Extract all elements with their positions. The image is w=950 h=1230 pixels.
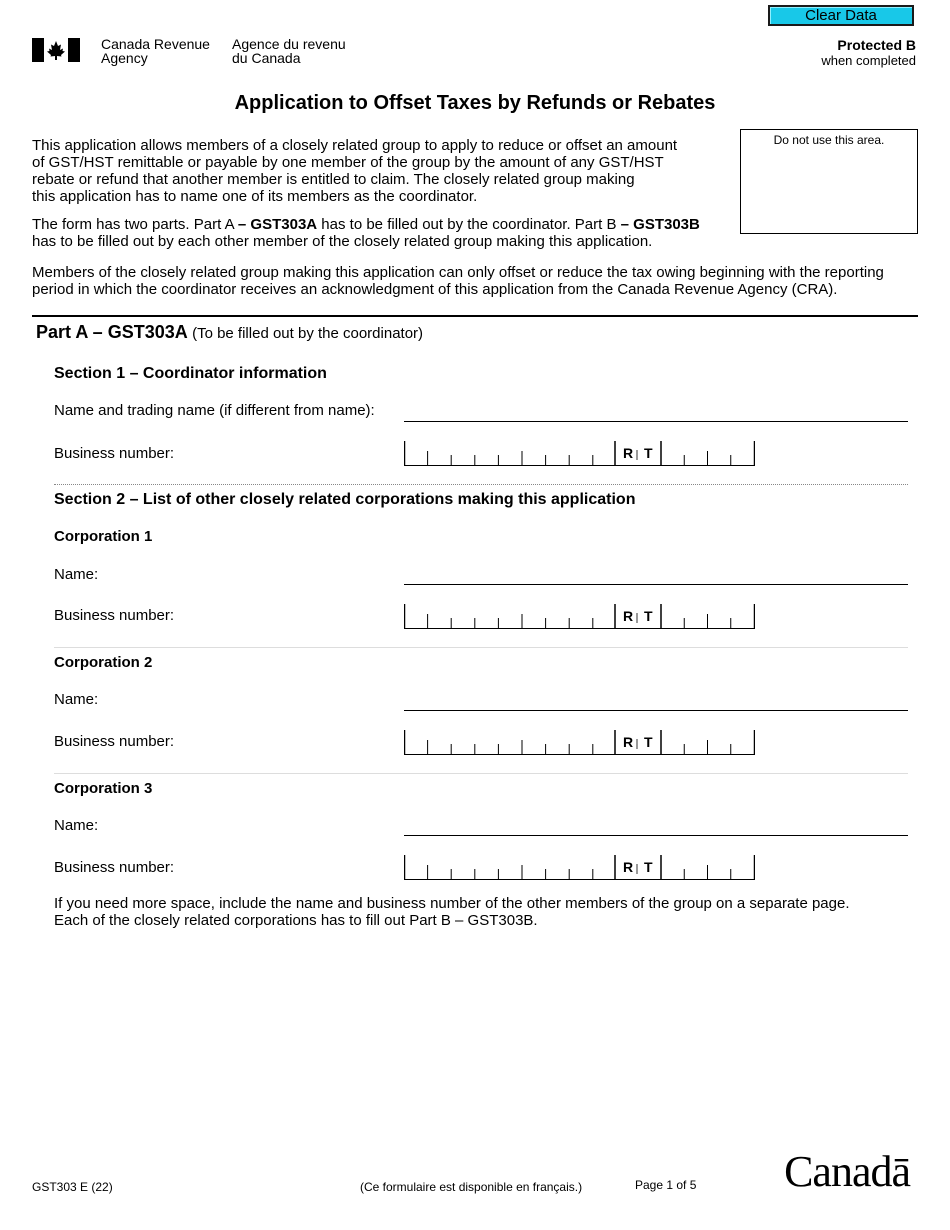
intro-text: The form has two parts. Part A xyxy=(32,216,238,233)
corporation-1-business-number-field[interactable] xyxy=(404,604,755,629)
bn-letter-t: T xyxy=(644,445,653,461)
agency-en-line1: Canada Revenue xyxy=(101,36,210,52)
bn-letter-t: T xyxy=(644,734,653,750)
corporation-1-name-label: Name: xyxy=(54,566,99,583)
corporation-2-bn-label: Business number: xyxy=(54,733,175,750)
form-title: Application to Offset Taxes by Refunds or Rebates xyxy=(234,92,716,114)
coordinator-bn-label: Business number: xyxy=(54,445,175,462)
corporation-3-name-label: Name: xyxy=(54,817,99,834)
closing-paragraph xyxy=(54,895,850,929)
clear-data-button[interactable]: Clear Data xyxy=(768,5,914,26)
protected-notice xyxy=(821,37,916,68)
gst303a-ref: – GST303A xyxy=(237,216,318,233)
closing-line: If you need more space, include the name and business number of the other members of the group on a separate page. xyxy=(54,895,850,912)
bn-letter-r: R xyxy=(623,445,634,461)
intro-line: This application allows members of a closely related group to apply to reduce or offset an amount xyxy=(32,137,678,154)
french-availability-note: (Ce formulaire est disponible en français.) xyxy=(360,1180,583,1194)
divider xyxy=(54,484,908,485)
part-a-note: (To be filled out by the coordinator) xyxy=(192,325,424,342)
canada-wordmark: Canadā xyxy=(784,1147,910,1196)
corporation-2-business-number-field[interactable] xyxy=(404,730,755,755)
corporation-2-name-label: Name: xyxy=(54,691,99,708)
canada-flag-icon xyxy=(32,38,80,62)
part-a-heading xyxy=(36,322,423,343)
intro-line: of GST/HST remittable or payable by one member of the group by the amount of any GST/HST xyxy=(32,154,664,171)
agency-en-line2: Agency xyxy=(101,50,148,66)
form-id: GST303 E (22) xyxy=(32,1180,113,1194)
corporation-3-business-number-field[interactable] xyxy=(404,855,755,880)
agency-fr-line1: Agence du revenu xyxy=(232,36,346,52)
intro-paragraph-3 xyxy=(32,264,884,298)
bn-letter-t: T xyxy=(644,608,653,624)
part-a-title: Part A – GST303A xyxy=(36,322,188,342)
intro-line: period in which the coordinator receives an acknowledgment of this application from the Canada Revenue Agency (CRA). xyxy=(32,281,838,298)
intro-line: rebate or refund that another member is entitled to claim. The closely related group making xyxy=(32,171,635,188)
agency-name-fr xyxy=(232,37,346,65)
corporation-1-title: Corporation 1 xyxy=(54,528,153,545)
intro-paragraph-1 xyxy=(32,137,677,205)
coordinator-business-number-field[interactable] xyxy=(404,441,755,466)
intro-text: has to be filled out by the coordinator. Part B xyxy=(317,216,621,233)
gst303b-ref: – GST303B xyxy=(620,216,700,233)
do-not-use-area: Do not use this area. xyxy=(740,129,918,234)
intro-paragraph-2 xyxy=(32,216,700,250)
corporation-1-name-field[interactable] xyxy=(404,584,908,585)
divider xyxy=(54,773,908,774)
corporation-3-name-field[interactable] xyxy=(404,835,908,836)
agency-fr-line2: du Canada xyxy=(232,50,301,66)
bn-letter-r: R xyxy=(623,608,634,624)
corporation-2-name-field[interactable] xyxy=(404,710,908,711)
corporation-1-bn-label: Business number: xyxy=(54,607,175,624)
corporation-3-bn-label: Business number: xyxy=(54,859,175,876)
section-1-title: Section 1 – Coordinator information xyxy=(54,365,327,382)
coordinator-name-field[interactable] xyxy=(404,421,908,422)
agency-name-en xyxy=(101,37,210,65)
section-2-title: Section 2 – List of other closely related corporations making this application xyxy=(54,491,636,508)
corporation-2-title: Corporation 2 xyxy=(54,654,153,671)
bn-letter-r: R xyxy=(623,734,634,750)
bn-letter-t: T xyxy=(644,859,653,875)
when-completed-label: when completed xyxy=(821,53,916,68)
divider xyxy=(54,647,908,648)
bn-letter-r: R xyxy=(623,859,634,875)
intro-line: this application has to name one of its members as the coordinator. xyxy=(32,188,478,205)
corporation-3-title: Corporation 3 xyxy=(54,780,153,797)
coordinator-name-label: Name and trading name (if different from name): xyxy=(54,402,375,419)
intro-line: has to be filled out by each other member of the closely related group making this application. xyxy=(32,233,653,250)
page-number: Page 1 of 5 xyxy=(635,1178,697,1192)
intro-line: Members of the closely related group making this application can only offset or reduce the tax owing beginning with the reporting xyxy=(32,264,884,281)
closing-line: Each of the closely related corporations has to fill out Part B – GST303B. xyxy=(54,912,538,929)
protected-label: Protected B xyxy=(837,37,916,53)
divider xyxy=(32,315,918,317)
